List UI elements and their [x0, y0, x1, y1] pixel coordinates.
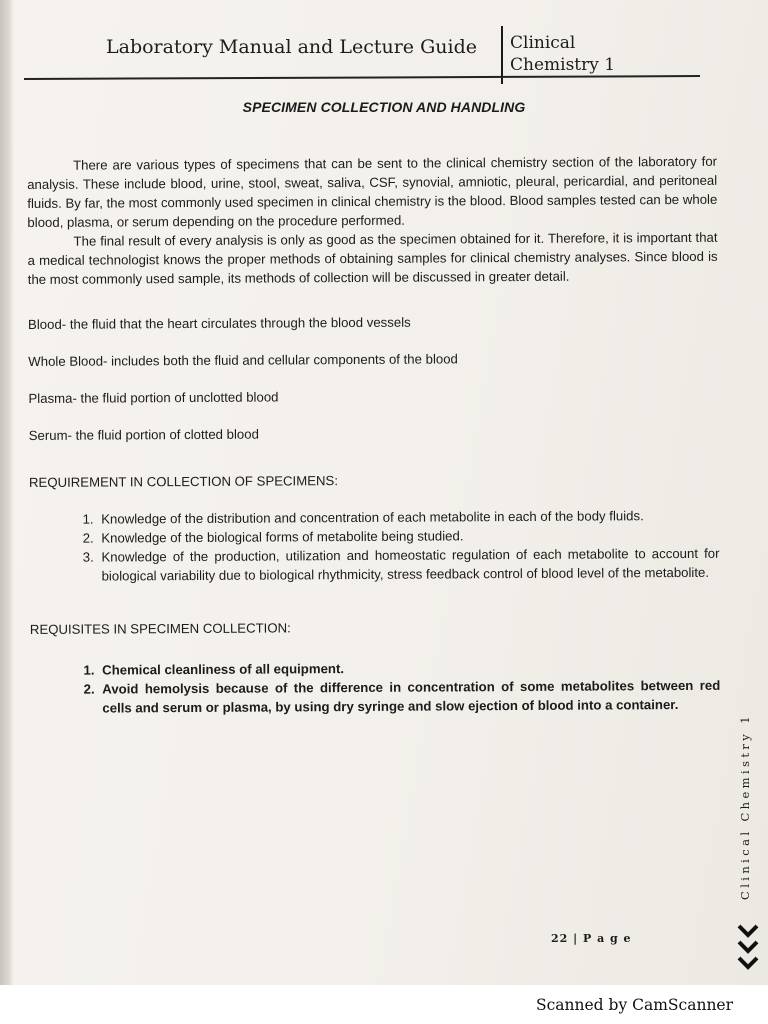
- definition-blood: Blood- the fluid that the heart circulates through the blood vessels: [27, 314, 411, 332]
- requirement-item: 1. Knowledge of the distribution and concentration of each metabolite in each of the body fluids.: [97, 506, 719, 529]
- header-course-line2: Chemistry 1: [510, 55, 616, 75]
- header-rule: [24, 75, 700, 80]
- document-body: [27, 152, 720, 718]
- requisite-item: 1. Chemical cleanliness of all equipment.: [98, 657, 720, 680]
- requirements-heading: REQUIREMENT IN COLLECTION OF SPECIMENS:: [28, 473, 339, 490]
- page-edge-shadow: [0, 0, 14, 985]
- header-course: [510, 32, 690, 76]
- requirement-item: 3. Knowledge of the production, utilization and homeostatic regulation of each metabolite to account for biological variability due to biological rhythmicity, stress feedback control of blood level of the metabolite.: [97, 544, 719, 586]
- requisites-list: [30, 657, 720, 718]
- second-paragraph: The final result of every analysis is only as good as the specimen obtained for it. Therefore, it is important that a medical technologist knows the proper methods of obtaining samples for clinical chemistry analyses. Since blood is the most commonly used sample, its methods of collection will be discussed in greater detail.: [27, 229, 718, 287]
- page-number: 22 | P a g e: [551, 932, 632, 945]
- requisites-heading: REQUISITES IN SPECIMEN COLLECTION:: [29, 620, 291, 637]
- header-course-line1: Clinical: [510, 33, 576, 53]
- scanner-watermark: Scanned by CamScanner: [536, 996, 734, 1014]
- side-label-text: Clinical Chemistry 1: [738, 713, 752, 900]
- definition-whole-blood: Whole Blood- includes both the fluid and cellular components of the blood: [28, 351, 458, 369]
- triple-chevron-down-icon: [736, 922, 760, 974]
- definitions-list: [28, 311, 719, 445]
- requirements-list: [29, 506, 719, 586]
- definition-serum: Serum- the fluid portion of clotted blood: [28, 426, 259, 443]
- header-title: Laboratory Manual and Lecture Guide: [106, 36, 477, 58]
- requirement-item: 2. Knowledge of the biological forms of metabolite being studied.: [97, 525, 719, 548]
- section-title: SPECIMEN COLLECTION AND HANDLING: [242, 99, 526, 115]
- requisite-item: 2. Avoid hemolysis because of the difference in concentration of some metabolites between red cells and serum or plasma, by using dry syringe and slow ejection of blood into a container.: [98, 676, 720, 718]
- definition-plasma: Plasma- the fluid portion of unclotted blood: [28, 389, 279, 406]
- intro-paragraph: There are various types of specimens that can be sent to the clinical chemistry section of the laboratory for analysis. These include blood, urine, stool, sweat, saliva, CSF, synovial, amniotic, pleural, pericardial, and peritoneal fluids. By far, the most commonly used specimen in clinical chemistry is the blood. Blood samples tested can be whole blood, plasma, or serum depending on the procedure performed.: [27, 153, 718, 230]
